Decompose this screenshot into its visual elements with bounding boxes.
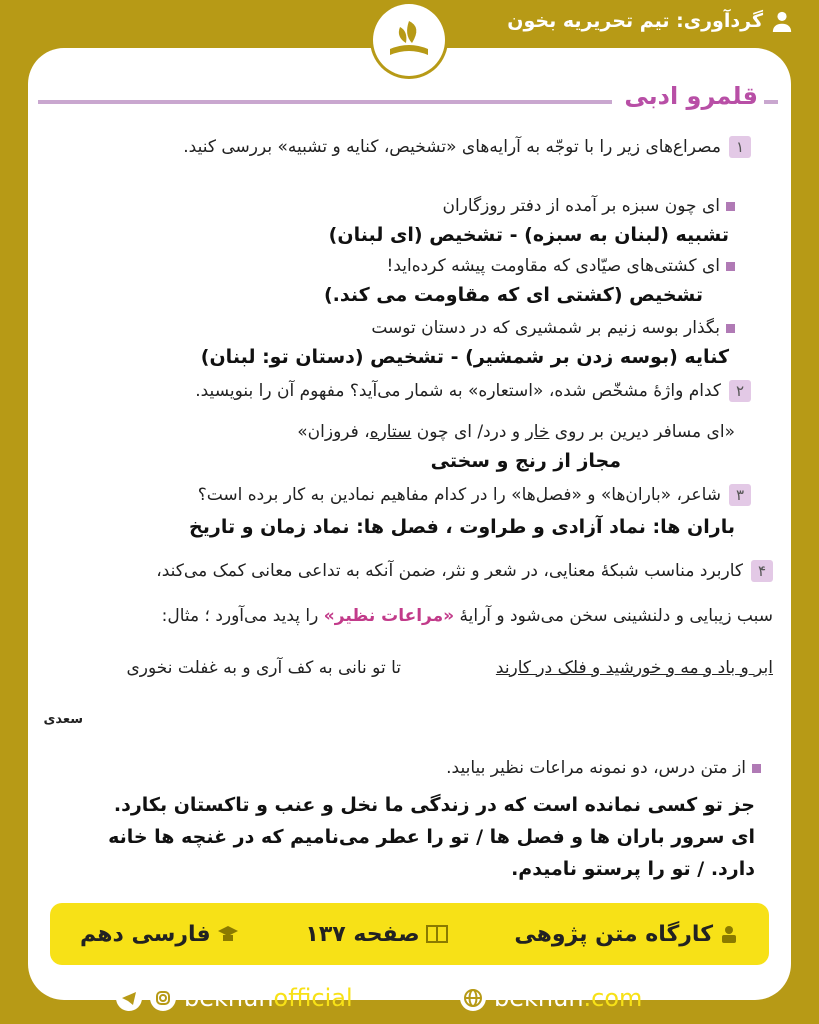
answer: دارد. / تو را پرستو نامیدم. <box>511 858 755 880</box>
question-number: ۴ <box>751 560 773 582</box>
question-2 <box>195 380 751 402</box>
poem-line: ای کشتی‌های صیّادی که مقاومت پیشه کرده‌اید! <box>386 256 720 276</box>
question-text: مصراع‌های زیر را با توجّه به آرایه‌های «تشخیص، کنایه و تشبیه» بررسی کنید. <box>183 137 721 157</box>
instagram-icon[interactable] <box>150 985 176 1011</box>
poem-line: ای چون سبزه بر آمده از دفتر روزگاران <box>442 196 720 216</box>
bullet-icon <box>726 202 735 211</box>
globe-icon[interactable] <box>460 985 486 1011</box>
poem-line: بگذار بوسه زنیم بر شمشیری که در دستان توست <box>371 318 720 338</box>
list-item <box>442 196 735 216</box>
question-text: کدام واژهٔ مشخّص شده، «استعاره» به شمار می‌آید؟ مفهوم آن را بنویسید. <box>195 381 721 401</box>
book-logo-icon <box>382 13 436 67</box>
question-number: ۲ <box>729 380 751 402</box>
question-4 <box>156 560 773 582</box>
underlined-word: ستاره <box>369 422 412 442</box>
book-info-banner <box>50 903 769 965</box>
question-text: شاعر، «باران‌ها» و «فصل‌ها» را در کدام مفاهیم نمادین به کار برده است؟ <box>197 485 721 505</box>
answer: جز تو کسی نمانده است که در زندگی ما نخل و عنب و تاکستان بکارد. <box>113 794 755 816</box>
question-1 <box>183 136 751 158</box>
bullet-icon <box>752 764 761 773</box>
underlined-word: خار <box>525 422 550 442</box>
user-icon <box>771 10 793 32</box>
footer <box>0 980 819 1024</box>
bekhun-logo <box>373 4 445 76</box>
website-link[interactable]: bekhun.com <box>460 984 642 1012</box>
answer: تشبیه (لبنان به سبزه) - تشخیص (ای لبنان) <box>328 224 729 246</box>
highlighted-term: «مراعات نظیر» <box>323 606 455 626</box>
question-text-line2: سبب زیبایی و دلنشینی سخن می‌شود و آرایهٔ «مراعات نظیر» را پدید می‌آورد ؛ مثال: <box>161 606 773 626</box>
section-title: قلمرو ادبی <box>612 82 764 110</box>
verse-right: ابر و باد و مه و خورشید و فلک در کارند <box>495 658 773 678</box>
graduation-cap-icon <box>217 924 239 944</box>
question-text: کاربرد مناسب شبکهٔ معنایی، در شعر و نثر، ضمن آنکه به تداعی معانی کمک می‌کند، <box>156 561 743 581</box>
answer: مجاز از رنج و سختی <box>430 450 621 472</box>
question-3 <box>198 484 751 506</box>
credit <box>507 10 793 32</box>
question-number: ۱ <box>729 136 751 158</box>
list-item: از متن درس، دو نمونه مراعات نظیر بیابید. <box>446 758 761 778</box>
poet-name: سعدی <box>43 712 83 727</box>
answer: تشخیص (کشتی ای که مقاومت می کند.) <box>324 284 703 306</box>
page-label: صفحه ۱۳۷ <box>305 922 447 947</box>
list-item <box>387 256 735 276</box>
bullet-icon <box>726 262 735 271</box>
poem-quote: «ای مسافر دیرین بر روی خار و درد/ ای چون ستاره، فروزان» <box>297 422 735 442</box>
telegram-icon[interactable] <box>116 985 142 1011</box>
credit-text: گردآوری: تیم تحریریه بخون <box>507 10 763 32</box>
verse-left: تا تو نانی به کف آری و به غفلت نخوری <box>126 658 401 678</box>
person-icon <box>719 924 739 944</box>
social-handle[interactable]: bekhunofficial <box>116 984 353 1012</box>
answer: ای سرور باران ها و فصل ها / تو را عطر می‌نامیم که در غنچه ها خانه <box>108 826 755 848</box>
open-book-icon <box>426 924 448 944</box>
workshop-label: کارگاه متن پژوهی <box>514 922 739 947</box>
question-number: ۳ <box>729 484 751 506</box>
answer: باران ها: نماد آزادی و طراوت ، فصل ها: نماد زمان و تاریخ <box>189 516 735 538</box>
answer: کنایه (بوسه زدن بر شمشیر) - تشخیص (دستان تو: لبنان) <box>200 346 729 368</box>
book-label: فارسی دهم <box>80 922 239 947</box>
bullet-icon <box>726 324 735 333</box>
content-card <box>28 48 791 1000</box>
list-item <box>371 318 735 338</box>
